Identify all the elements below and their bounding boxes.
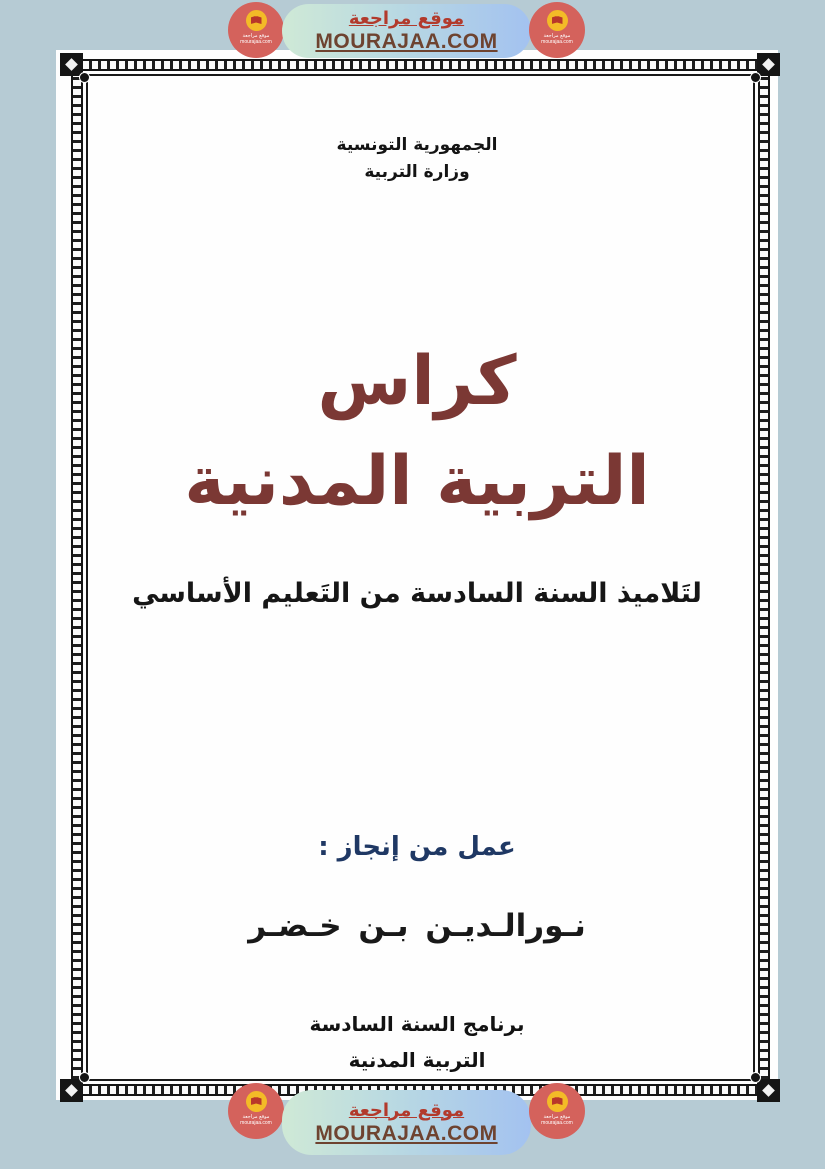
site-banner-bottom — [228, 1081, 585, 1155]
official-header — [56, 132, 778, 186]
site-name-arabic-link[interactable]: موقع مراجعة — [348, 1099, 465, 1121]
site-banner-top — [228, 0, 585, 60]
site-logo-badge — [529, 1083, 585, 1139]
footer-program-line: برنامج السنة السادسة — [309, 1012, 525, 1036]
book-icon — [251, 1097, 262, 1105]
author-name: نـورالـديـن بـن خـضـر — [248, 908, 586, 944]
frame-corner-ornament-top-left — [60, 53, 83, 76]
badge-site-domain: mourajaa.com — [240, 1120, 272, 1126]
book-icon — [251, 16, 262, 24]
site-link-pill[interactable] — [282, 1090, 531, 1155]
site-logo-badge — [228, 1083, 284, 1139]
logo-circle — [246, 10, 267, 31]
document-page — [56, 50, 778, 1100]
site-name-arabic-link[interactable]: موقع مراجعة — [348, 8, 465, 29]
site-domain-link[interactable]: MOURAJAA.COM — [315, 30, 498, 53]
badge-site-name: موقع مراجعة — [242, 1114, 270, 1120]
site-logo-badge — [529, 2, 585, 58]
site-link-pill[interactable] — [282, 4, 531, 58]
badge-site-name: موقع مراجعة — [543, 1114, 571, 1120]
frame-corner-ornament-bottom-right — [757, 1079, 780, 1102]
ministry-line: وزارة التربية — [364, 162, 470, 182]
badge-site-domain: mourajaa.com — [541, 1120, 573, 1126]
title-line2: التربية المدنية — [184, 442, 650, 521]
book-icon — [552, 1097, 563, 1105]
frame-corner-ornament-bottom-left — [60, 1079, 83, 1102]
logo-circle — [246, 1091, 267, 1112]
site-domain-link[interactable]: MOURAJAA.COM — [315, 1121, 498, 1145]
title-line1: كراس — [317, 342, 517, 421]
book-icon — [552, 16, 563, 24]
logo-circle — [547, 1091, 568, 1112]
logo-circle — [547, 10, 568, 31]
frame-corner-ornament-top-right — [757, 53, 780, 76]
badge-site-name: موقع مراجعة — [543, 33, 571, 39]
badge-site-name: موقع مراجعة — [242, 33, 270, 39]
frame-border-top — [71, 59, 770, 71]
site-logo-badge — [228, 2, 284, 58]
footer-subject-line: التربية المدنية — [348, 1048, 486, 1072]
badge-site-domain: mourajaa.com — [541, 39, 573, 45]
republic-line: الجمهورية التونسية — [336, 135, 498, 155]
badge-site-domain: mourajaa.com — [240, 39, 272, 45]
byline-label: عمل من إنجاز : — [318, 832, 516, 862]
subtitle: لتَلاميذ السنة السادسة من التَعليم الأساسي — [132, 578, 702, 609]
page-title — [56, 332, 778, 532]
